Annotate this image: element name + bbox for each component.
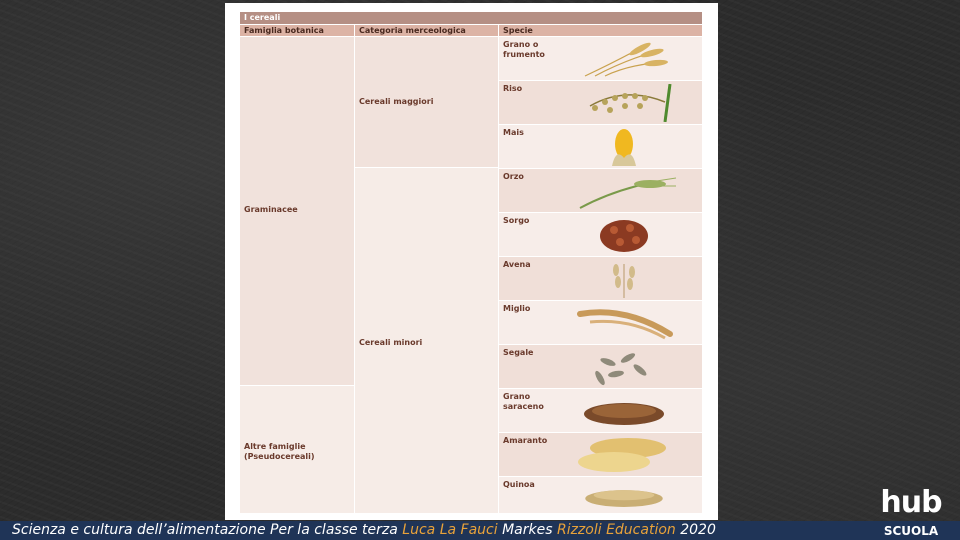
- sorghum-panicle-icon: [570, 216, 678, 254]
- header-famiglia: Famiglia botanica: [240, 25, 354, 36]
- species-row: [499, 257, 702, 300]
- species-row: [499, 389, 702, 432]
- species-label: Segale: [503, 348, 534, 357]
- category-label: Cereali minori: [359, 338, 423, 347]
- species-label: Orzo: [503, 172, 524, 181]
- category-minori: [355, 168, 498, 513]
- header-specie: Specie: [499, 25, 702, 36]
- species-label: Avena: [503, 260, 531, 269]
- footer-year: 2020: [680, 522, 716, 538]
- species-row: [499, 125, 702, 168]
- family-label: Graminacee: [244, 205, 298, 214]
- species-row: [499, 301, 702, 344]
- rice-plant-icon: [570, 84, 678, 122]
- millet-panicle-icon: [570, 304, 678, 342]
- category-maggiori: [355, 37, 498, 167]
- species-label: Sorgo: [503, 216, 530, 225]
- footer-publisher: Rizzoli Education: [556, 522, 676, 538]
- cereals-table: [240, 12, 702, 513]
- species-row: [499, 477, 702, 513]
- species-label: Mais: [503, 128, 524, 137]
- species-label: Grano o frumento: [503, 40, 545, 59]
- species-label: Quinoa: [503, 480, 535, 489]
- footer-bar: [0, 521, 960, 540]
- buckwheat-grains-icon: [570, 392, 678, 430]
- amaranth-seeds-icon: [570, 436, 678, 474]
- species-row: [499, 169, 702, 212]
- species-label: Riso: [503, 84, 523, 93]
- corn-cob-icon: [570, 128, 678, 166]
- species-row: [499, 345, 702, 388]
- family-label: Altre famiglie (Pseudocereali): [244, 442, 315, 461]
- quinoa-seeds-icon: [570, 480, 678, 512]
- barley-ear-icon: [570, 172, 678, 210]
- footer-author-2: Markes: [502, 522, 553, 538]
- footer-author: Luca La Fauci: [402, 522, 498, 538]
- slide-page: [225, 3, 718, 520]
- family-graminacee: [240, 37, 354, 385]
- footer-class: Per la classe terza: [270, 522, 398, 538]
- wheat-ears-icon: [570, 40, 678, 78]
- footer-book-title: Scienza e cultura dell’alimentazione: [12, 522, 266, 538]
- table-title: I cereali: [240, 12, 702, 24]
- species-label: Miglio: [503, 304, 531, 313]
- species-row: [499, 81, 702, 124]
- scuola-logo-text: SCUOLA: [883, 524, 939, 538]
- header-categoria: Categoria merceologica: [355, 25, 498, 36]
- category-label: Cereali maggiori: [359, 97, 434, 106]
- family-pseudocereali: [240, 386, 354, 513]
- species-label: Grano saraceno: [503, 392, 544, 411]
- species-row: [499, 37, 702, 80]
- oat-plant-icon: [570, 260, 678, 298]
- hub-logo: hub: [880, 485, 942, 520]
- species-row: [499, 433, 702, 476]
- species-row: [499, 213, 702, 256]
- species-label: Amaranto: [503, 436, 548, 445]
- rye-grains-icon: [570, 348, 678, 386]
